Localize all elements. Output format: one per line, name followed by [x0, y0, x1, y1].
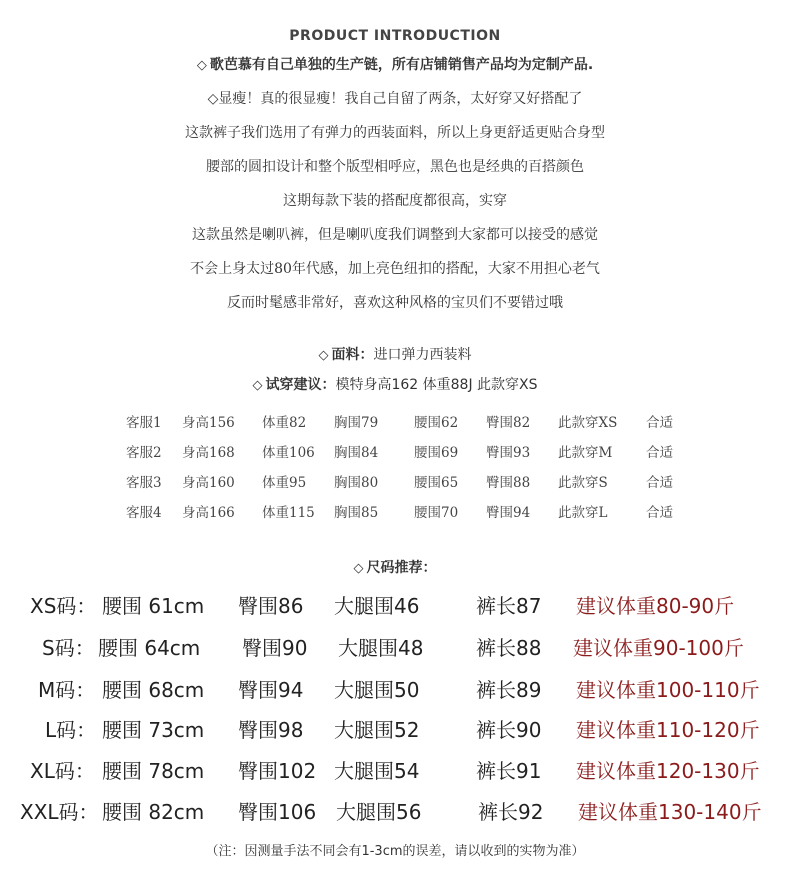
size-cell-waist: 腰围 73cm [102, 718, 205, 742]
size-cell-size: S码： [42, 636, 95, 660]
size-cell-hip: 臀围94 [238, 678, 304, 702]
size-cell-size: L码： [45, 718, 97, 742]
size-cell-thigh: 大腿围46 [334, 594, 420, 618]
trial-cell-bust: 胸围85 [334, 505, 379, 521]
trial-cell-size-worn: 此款穿L [558, 505, 608, 521]
size-cell-thigh: 大腿围50 [334, 678, 420, 702]
diamond-icon: ◇ [252, 378, 263, 393]
size-cell-size: M码： [38, 678, 96, 702]
fit-advice-value: 模特身高162 体重88J 此款穿XS [335, 377, 538, 393]
trial-cell-height: 身高156 [182, 415, 235, 431]
trial-cell-staff: 客服2 [126, 445, 162, 461]
intro-line: 这款裤子我们选用了有弹力的西装面料，所以上身更舒适更贴合身型 [185, 125, 605, 141]
size-cell-hip: 臀围106 [238, 800, 317, 824]
size-cell-weight: 建议体重100-110斤 [576, 678, 760, 702]
brand-statement [0, 54, 790, 74]
size-cell-length: 裤长89 [476, 678, 542, 702]
trial-cell-fit: 合适 [646, 445, 673, 461]
size-cell-waist: 腰围 61cm [102, 594, 205, 618]
size-section-title [0, 557, 790, 577]
diamond-icon: ◇ [196, 58, 207, 73]
diamond-icon: ◇ [353, 561, 364, 576]
trial-cell-waist: 腰围62 [414, 415, 459, 431]
trial-cell-height: 身高166 [182, 505, 235, 521]
size-cell-hip: 臀围86 [238, 594, 304, 618]
size-cell-weight: 建议体重80-90斤 [576, 594, 735, 618]
trial-cell-size-worn: 此款穿M [558, 445, 613, 461]
trial-cell-fit: 合适 [646, 505, 673, 521]
size-cell-hip: 臀围90 [242, 636, 308, 660]
intro-line: 反而时髦感非常好，喜欢这种风格的宝贝们不要错过哦 [227, 295, 563, 311]
intro-line: 不会上身太过80年代感，加上亮色纽扣的搭配，大家不用担心老气 [190, 261, 600, 277]
fit-advice-label: 试穿建议： [265, 377, 336, 393]
intro-line: 这款虽然是喇叭裤，但是喇叭度我们调整到大家都可以接受的感觉 [192, 227, 598, 243]
size-cell-waist: 腰围 82cm [102, 800, 205, 824]
trial-cell-hip: 臀围94 [486, 505, 531, 521]
size-cell-weight: 建议体重130-140斤 [578, 800, 762, 824]
size-cell-thigh: 大腿围56 [336, 800, 422, 824]
fabric-value: 进口弹力西装料 [373, 347, 472, 363]
size-cell-length: 裤长87 [476, 594, 542, 618]
fabric-line [0, 344, 790, 364]
size-cell-weight: 建议体重110-120斤 [576, 718, 760, 742]
measurement-note: （注：因测量手法不同会有1-3cm的误差，请以收到的实物为准） [205, 844, 585, 859]
trial-cell-weight: 体重95 [262, 475, 307, 491]
trial-cell-height: 身高168 [182, 445, 235, 461]
trial-cell-fit: 合适 [646, 475, 673, 491]
intro-line: 这期每款下装的搭配度都很高，实穿 [283, 193, 507, 209]
size-cell-waist: 腰围 68cm [102, 678, 205, 702]
size-cell-length: 裤长90 [476, 718, 542, 742]
size-cell-size: XXL码： [20, 800, 99, 824]
trial-cell-hip: 臀围82 [486, 415, 531, 431]
size-cell-waist: 腰围 78cm [102, 759, 205, 783]
fit-advice-line [0, 374, 790, 394]
diamond-icon: ◇ [318, 348, 329, 363]
trial-cell-bust: 胸围80 [334, 475, 379, 491]
size-cell-length: 裤长92 [478, 800, 544, 824]
trial-cell-staff: 客服1 [126, 415, 162, 431]
trial-cell-waist: 腰围69 [414, 445, 459, 461]
trial-cell-bust: 胸围79 [334, 415, 379, 431]
size-cell-hip: 臀围102 [238, 759, 317, 783]
trial-cell-hip: 臀围93 [486, 445, 531, 461]
size-section-label: 尺码推荐： [366, 560, 437, 576]
size-cell-length: 裤长88 [476, 636, 542, 660]
trial-cell-waist: 腰围65 [414, 475, 459, 491]
trial-cell-size-worn: 此款穿S [558, 475, 608, 491]
size-cell-length: 裤长91 [476, 759, 542, 783]
page-title: PRODUCT INTRODUCTION [289, 28, 501, 44]
trial-cell-weight: 体重106 [262, 445, 315, 461]
size-cell-hip: 臀围98 [238, 718, 304, 742]
size-cell-size: XS码： [30, 594, 97, 618]
trial-cell-weight: 体重82 [262, 415, 307, 431]
trial-cell-staff: 客服3 [126, 475, 162, 491]
intro-line: 腰部的圆扣设计和整个版型相呼应，黑色也是经典的百搭颜色 [206, 159, 584, 175]
fabric-label: 面料： [331, 347, 374, 363]
size-cell-thigh: 大腿围48 [338, 636, 424, 660]
size-cell-weight: 建议体重120-130斤 [576, 759, 760, 783]
trial-cell-bust: 胸围84 [334, 445, 379, 461]
size-cell-weight: 建议体重90-100斤 [573, 636, 744, 660]
trial-cell-waist: 腰围70 [414, 505, 459, 521]
size-cell-thigh: 大腿围54 [334, 759, 420, 783]
size-cell-waist: 腰围 64cm [98, 636, 201, 660]
trial-cell-weight: 体重115 [262, 505, 315, 521]
trial-cell-hip: 臀围88 [486, 475, 531, 491]
size-cell-size: XL码： [30, 759, 95, 783]
trial-cell-staff: 客服4 [126, 505, 162, 521]
trial-cell-fit: 合适 [646, 415, 673, 431]
trial-cell-height: 身高160 [182, 475, 235, 491]
trial-cell-size-worn: 此款穿XS [558, 415, 618, 431]
brand-line: 歌芭慕有自己单独的生产链，所有店铺销售产品均为定制产品. [209, 57, 594, 73]
size-cell-thigh: 大腿围52 [334, 718, 420, 742]
intro-line: ◇显瘦！真的很显瘦！我自己自留了两条，太好穿又好搭配了 [207, 91, 583, 107]
